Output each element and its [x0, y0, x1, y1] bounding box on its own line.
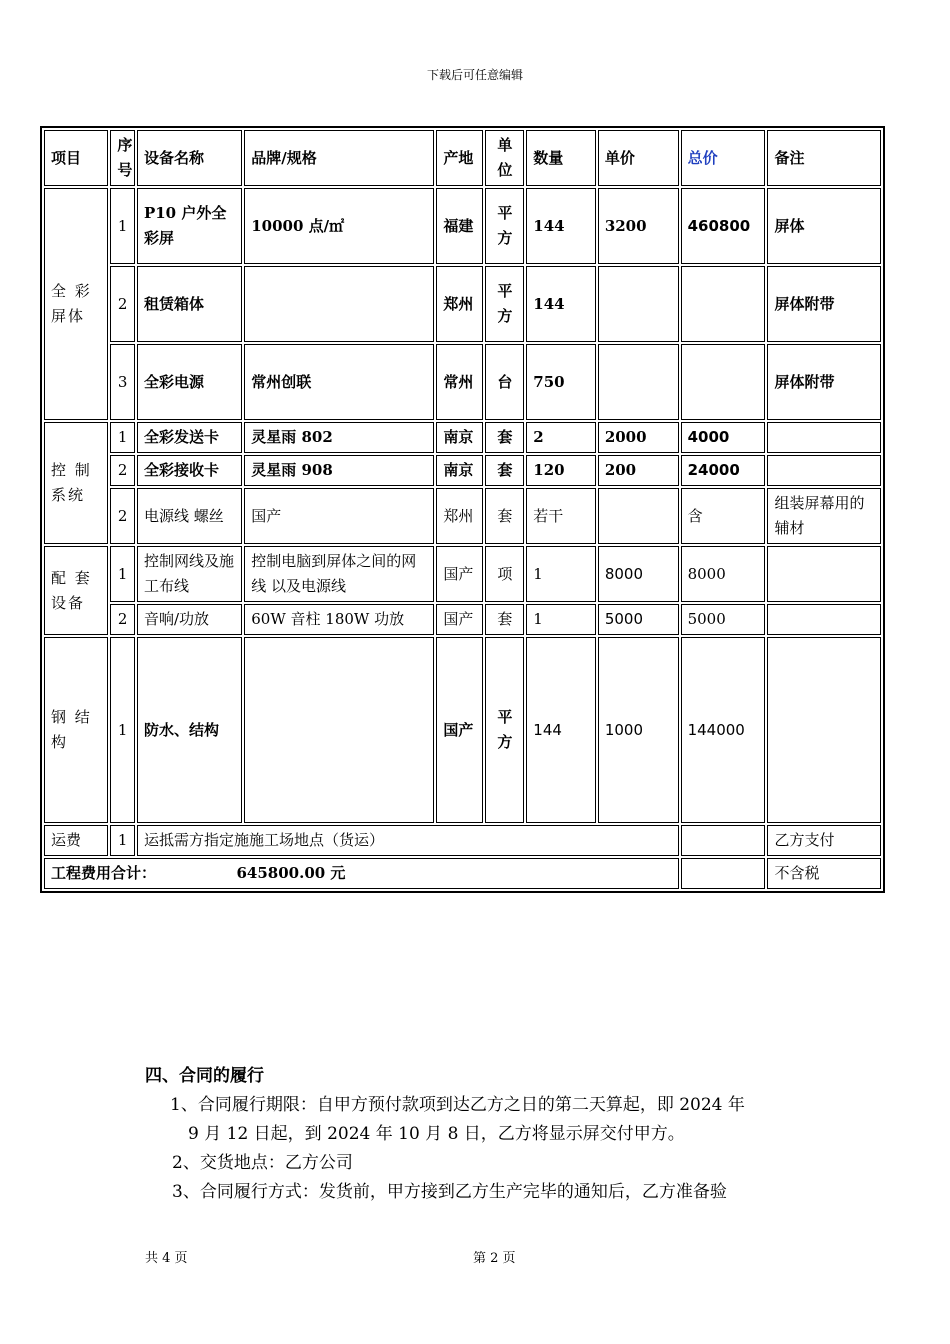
row-price: 5000 [598, 604, 679, 635]
header-note: 下载后可任意编辑 [426, 68, 523, 82]
row-note: 组装屏幕用的辅材 [767, 488, 881, 544]
freight-label: 运费 [44, 825, 108, 856]
row-qty: 120 [526, 455, 596, 486]
row-no: 2 [110, 266, 135, 342]
row-origin: 国产 [436, 637, 483, 823]
row-origin: 常州 [436, 344, 483, 420]
row-origin: 南京 [436, 422, 483, 453]
freight-note: 乙方支付 [767, 825, 881, 856]
freight-no: 1 [110, 825, 135, 856]
row-qty: 2 [526, 422, 596, 453]
row-total: 24000 [681, 455, 766, 486]
row-name: 控制网线及施工布线 [137, 546, 242, 602]
row-total: 5000 [681, 604, 766, 635]
row-price: 3200 [598, 188, 679, 264]
col-header-total: 总价 [681, 130, 766, 186]
row-origin: 国产 [436, 546, 483, 602]
row-qty: 144 [526, 637, 596, 823]
row-note: 屏体附带 [767, 344, 881, 420]
row-qty: 1 [526, 546, 596, 602]
row-no: 2 [110, 488, 135, 544]
row-no: 2 [110, 455, 135, 486]
col-header-item: 项目 [44, 130, 108, 186]
row-total [681, 266, 766, 342]
row-note [767, 546, 881, 602]
row-total [681, 344, 766, 420]
row-name: 音响/功放 [137, 604, 242, 635]
summary-note: 不含税 [767, 858, 881, 889]
row-origin: 南京 [436, 455, 483, 486]
summary-row [44, 858, 881, 889]
row-spec [244, 637, 434, 823]
row-total: 460800 [681, 188, 766, 264]
row-spec: 灵星雨 802 [244, 422, 434, 453]
row-spec: 常州创联 [244, 344, 434, 420]
table-row [44, 546, 881, 602]
row-total: 144000 [681, 637, 766, 823]
row-origin: 国产 [436, 604, 483, 635]
section-title: 四、合同的履行 [145, 1066, 264, 1086]
row-unit: 平方 [485, 637, 524, 823]
table-header-row [44, 130, 881, 186]
table-row [44, 455, 881, 486]
col-header-unit: 单位 [485, 130, 524, 186]
row-no: 1 [110, 188, 135, 264]
row-note: 屏体附带 [767, 266, 881, 342]
col-header-no: 序号 [110, 130, 135, 186]
row-name: 防水、结构 [137, 637, 242, 823]
row-name: 全彩电源 [137, 344, 242, 420]
row-total: 8000 [681, 546, 766, 602]
row-unit: 平方 [485, 266, 524, 342]
row-spec: 60W 音柱 180W 功放 [244, 604, 434, 635]
col-header-note: 备注 [767, 130, 881, 186]
row-origin: 福建 [436, 188, 483, 264]
table-row [44, 422, 881, 453]
total-pages: 共 4 页 [145, 1251, 188, 1266]
category-screen: 全 彩 屏体 [44, 188, 108, 420]
table-row [44, 604, 881, 635]
clause-2: 2、交货地点：乙方公司 [172, 1153, 353, 1173]
category-support: 配 套 设备 [44, 546, 108, 635]
row-unit: 套 [485, 422, 524, 453]
row-origin: 郑州 [436, 266, 483, 342]
row-qty: 144 [526, 188, 596, 264]
row-spec: 国产 [244, 488, 434, 544]
quote-table [40, 126, 885, 893]
table-row [44, 344, 881, 420]
row-note [767, 422, 881, 453]
col-header-spec: 品牌/规格 [244, 130, 434, 186]
row-price: 200 [598, 455, 679, 486]
row-price: 8000 [598, 546, 679, 602]
row-total: 4000 [681, 422, 766, 453]
row-qty: 750 [526, 344, 596, 420]
row-unit: 套 [485, 604, 524, 635]
row-name: 电源线 螺丝 [137, 488, 242, 544]
freight-row [44, 825, 881, 856]
row-spec: 灵星雨 908 [244, 455, 434, 486]
table-row [44, 488, 881, 544]
clause-1: 1、合同履行期限：自甲方预付款项到达乙方之日的第二天算起，即 2024 年 [170, 1095, 745, 1115]
row-unit: 项 [485, 546, 524, 602]
summary-total-cell [681, 858, 766, 889]
col-header-name: 设备名称 [137, 130, 242, 186]
row-name: 全彩接收卡 [137, 455, 242, 486]
row-name: 租赁箱体 [137, 266, 242, 342]
row-name: 全彩发送卡 [137, 422, 242, 453]
table-row [44, 266, 881, 342]
row-qty: 144 [526, 266, 596, 342]
row-qty: 1 [526, 604, 596, 635]
row-spec: 10000 点/㎡ [244, 188, 434, 264]
clause-3: 3、合同履行方式：发货前，甲方接到乙方生产完毕的通知后，乙方准备验 [172, 1182, 727, 1202]
row-note [767, 604, 881, 635]
row-unit: 套 [485, 488, 524, 544]
row-no: 1 [110, 637, 135, 823]
freight-desc: 运抵需方指定施施工场地点（货运） [137, 825, 679, 856]
summary-amount: 645800.00 元 [236, 864, 346, 882]
row-note [767, 455, 881, 486]
row-name: P10 户外全彩屏 [137, 188, 242, 264]
row-unit: 套 [485, 455, 524, 486]
row-price [598, 266, 679, 342]
category-control: 控 制 系统 [44, 422, 108, 544]
row-no: 3 [110, 344, 135, 420]
row-price: 1000 [598, 637, 679, 823]
row-price: 2000 [598, 422, 679, 453]
col-header-origin: 产地 [436, 130, 483, 186]
row-note [767, 637, 881, 823]
row-qty: 若干 [526, 488, 596, 544]
table-row [44, 637, 881, 823]
summary-cell [44, 858, 679, 889]
freight-total-cell [681, 825, 766, 856]
col-header-price: 单价 [598, 130, 679, 186]
col-header-qty: 数量 [526, 130, 596, 186]
row-total: 含 [681, 488, 766, 544]
row-no: 2 [110, 604, 135, 635]
summary-label: 工程费用合计： [51, 864, 157, 882]
row-origin: 郑州 [436, 488, 483, 544]
row-unit: 平方 [485, 188, 524, 264]
category-steel: 钢 结 构 [44, 637, 108, 823]
page-number: 第 2 页 [473, 1251, 516, 1266]
table-row [44, 188, 881, 264]
row-price [598, 344, 679, 420]
contract-performance-section [145, 1062, 845, 1207]
row-spec [244, 266, 434, 342]
row-spec: 控制电脑到屏体之间的网线 以及电源线 [244, 546, 434, 602]
row-no: 1 [110, 546, 135, 602]
row-price [598, 488, 679, 544]
row-note: 屏体 [767, 188, 881, 264]
clause-1-cont: 9 月 12 日起，到 2024 年 10 月 8 日，乙方将显示屏交付甲方。 [188, 1124, 685, 1144]
row-no: 1 [110, 422, 135, 453]
row-unit: 台 [485, 344, 524, 420]
